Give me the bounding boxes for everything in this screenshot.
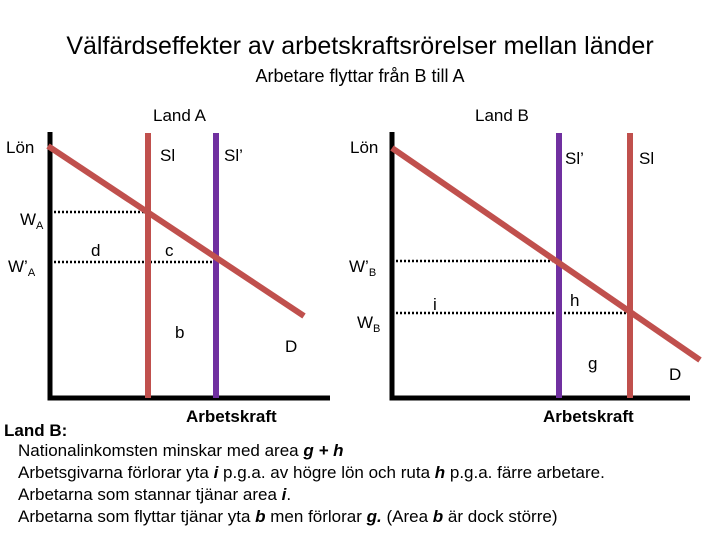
- slide-title: Välfärdseffekter av arbetskraftsrörelser mellan länder: [66, 32, 654, 60]
- land-a-wage-low-label: $W’_A$: [8, 257, 36, 279]
- land-a-demand-label: D: [285, 337, 298, 356]
- notes-line-2: Arbetsgivarna förlorar yta i p.g.a. av högre lön och ruta h p.g.a. färre arbetare.: [18, 463, 605, 482]
- land-a-area-b-label: b: [175, 323, 185, 342]
- land-a-demand-curve: [48, 146, 304, 316]
- slide-subtitle: Arbetare flyttar från B till A: [255, 66, 465, 86]
- notes-line-1: Nationalinkomsten minskar med area g + h: [18, 441, 344, 460]
- land-a-area-d-label: d: [91, 241, 101, 260]
- land-b-notes: [4, 420, 716, 528]
- land-b-x-axis-label: Arbetskraft: [543, 407, 634, 426]
- land-a-y-axis-label: Lön: [6, 138, 35, 157]
- land-b-demand-curve: [392, 148, 700, 360]
- land-b-area-i-label: i: [433, 295, 437, 314]
- land-b-supply-shifted-label: Sl’: [565, 149, 584, 168]
- land-b-area-g-label: g: [588, 354, 598, 373]
- land-b-wage-low-label: $W_B$: [357, 313, 381, 335]
- notes-heading: Land B:: [4, 421, 68, 440]
- notes-line-4: Arbetarna som flyttar tjänar yta b men förlorar g. (Area b är dock större): [18, 507, 558, 526]
- land-a-title: Land A: [153, 106, 206, 125]
- land-a-area-c-label: c: [165, 241, 174, 260]
- land-a-x-axis-label: Arbetskraft: [186, 407, 277, 426]
- land-b-demand-label: D: [669, 365, 682, 384]
- land-a-wage-high-label: $W_A$: [20, 210, 44, 232]
- land-a-supply-label: Sl: [160, 146, 176, 165]
- land-b-y-axis-label: Lön: [350, 138, 379, 157]
- notes-line-3: Arbetarna som stannar tjänar area i.: [18, 485, 292, 504]
- land-b-area-h-label: h: [570, 291, 580, 310]
- land-a-supply-shifted-label: Sl’: [224, 146, 243, 165]
- land-b-title: Land B: [475, 106, 529, 125]
- land-b-axes: [392, 132, 690, 398]
- land-b-wage-high-label: $W’_B$: [349, 257, 377, 279]
- land-b-supply-label: Sl: [639, 149, 655, 168]
